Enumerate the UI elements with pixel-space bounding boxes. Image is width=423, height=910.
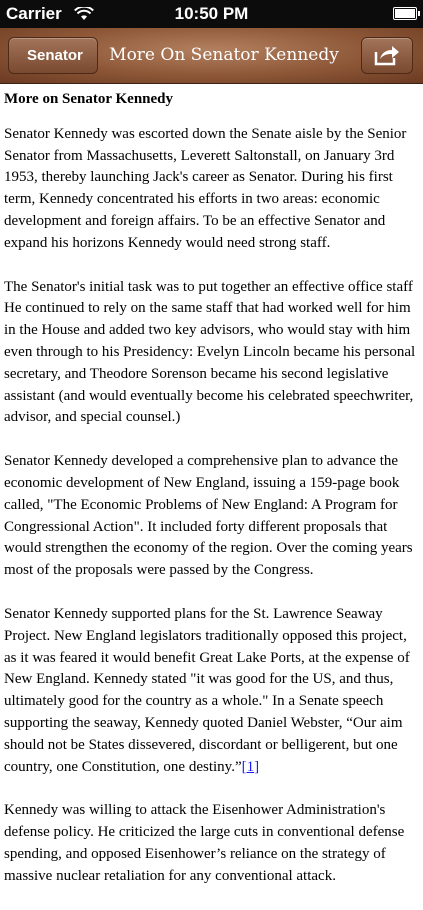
paragraph-staff: The Senator's initial task was to put together an effective office staff He continued to rely on the same staff that had worked well for him in the House and added two key advisors, who would stay with him even through to his Presidency: Evelyn Lincoln became his personal secretary, and Theodore Sorenson became his second legislative assistant (and would eventually become his celebrated speechwriter, advisor, and special counsel.)	[4, 278, 416, 426]
battery-icon	[393, 7, 417, 20]
paragraph-economic-plan: Senator Kennedy developed a comprehensive plan to advance the economic development of New England, issuing a 159-page book called, "The Economic Problems of New England: A Program for Congressional Action". It included forty different proposals that would strengthen the economy of the region. Over the coming years most of the proposals were passed by the Congress.	[4, 453, 413, 579]
carrier-label: Carrier	[6, 4, 62, 23]
article-heading: More on Senator Kennedy	[4, 91, 174, 107]
paragraph-seaway	[4, 604, 416, 778]
navigation-bar	[0, 28, 423, 84]
share-icon	[374, 44, 400, 66]
page-title: More On Senator Kennedy	[109, 45, 339, 65]
status-bar	[0, 0, 423, 28]
footnote-link[interactable]: [1]	[241, 758, 260, 775]
clock: 10:50 PM	[174, 4, 249, 23]
article-body	[4, 83, 416, 910]
paragraph-escort: Senator Kennedy was escorted down the Senate aisle by the Senior Senator from Massachusetts, Leverett Saltonstall, on January 3rd 1953, thereby launching Jack's career as Senator. During his first term, Kennedy concentrated his efforts in two areas: economic development and foreign affairs. To be an effective Senator and expand his horizons Kennedy would need strong staff.	[4, 125, 407, 251]
share-button[interactable]	[361, 37, 413, 74]
back-button[interactable]: Senator	[8, 37, 98, 74]
paragraph-defense: Kennedy was willing to attack the Eisenhower Administration's defense policy. He criticized the large cuts in conventional defense spending, and opposed Eisenhower’s reliance on the strategy of massive nuclear retaliation for any conventional attack.	[4, 802, 405, 884]
seaway-text: Senator Kennedy supported plans for the St. Lawrence Seaway Project. New England legislators traditionally opposed this project, as it was feared it would benefit Great Lake Ports, at the expense of New England. Kennedy stated "it was good for the US, and thus, ultimately good for the country as a whole." In a Senate speech supporting the seaway, Kennedy quoted Daniel Webster, “Our aim should not be States dissevered, discordant or belligerent, but one country, one Constitution, one destiny.”	[4, 605, 410, 775]
